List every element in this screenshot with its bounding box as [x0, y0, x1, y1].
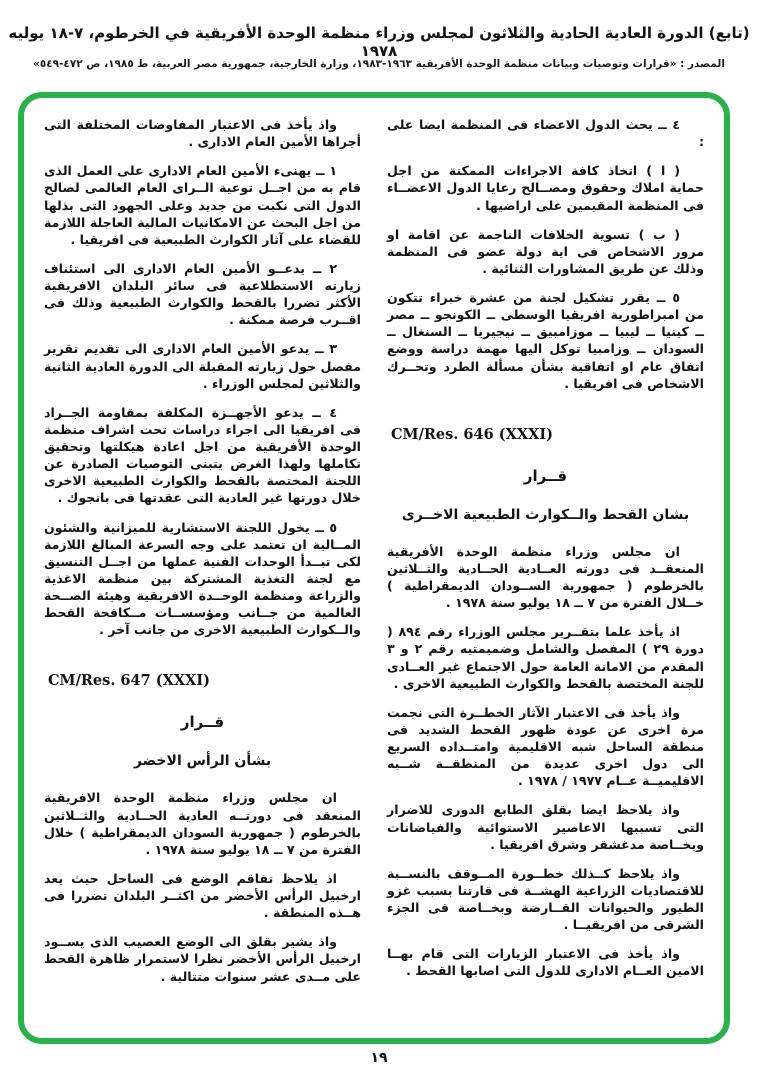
paragraph: واذ يأخذ فى الاعتبار الزيارات التى قام بهــا الامين العــام الادارى للدول التى اصابها القحط . — [387, 946, 704, 979]
paragraph: ١ ــ يهنىء الأمين العام الادارى على العمل الذى قام به من اجــل توعية الــراى العام العالمى لصالح الدول التى نكبت من جديد وعلى الجهود التى بذلها من اجل البحث عن الامكانيات المالية العاجلة اللازمة للقضاء على آثار الكوارث الطبيعية فى افريقيا . — [44, 163, 361, 247]
paragraph: واذ يأخذ فى الاعتبار الآثار الخطــرة التى نجمت مرة اخرى عن عودة ظهور القحط الشديد فى منطقة الساحل شبه الاقليمية وامتــداده السريع الى دول اخرى عديدة من المنطقــة شــبه الاقليميــة عــام ١٩٧٧ / ١٩٧٨ . — [387, 704, 704, 789]
paragraph: واذ يلاحظ ايضا بقلق الطابع الدورى للاضرار التى تسببها الاعاصير الاستوائية والفياضانات وبخــاصة مدغشقر وشرق افريقيا . — [387, 802, 704, 852]
paragraph: واذ يأخذ فى الاعتبار المفاوضات المختلفة التى أجراها الأمين العام الادارى . — [44, 117, 361, 150]
paragraph: ٥ ــ يقرر تشكيل لجنة من عشرة خبراء تتكون من امبراطورية افريقيا الوسطى ــ الكونجو ــ مصر ــ كينيا ــ ليبيا ــ موزامبيق ــ نيجيريا ــ السنغال ــ السودان ــ وزامبيا توكل اليها مهمة دراسة ووضع اتفاق عام او اتفاقية بشأن مسألة الطرد وتحــرك الاشخاص فى افريقيا . — [387, 290, 704, 391]
paragraph: ٤ ــ يدعو الأجهــزة المكلفة بمقاومة الجــراد فى افريقيا الى اجراء دراسات تحت اشراف منظمة الوحدة الأفريقية من اجل اعادة هيكلتها وتحقيق تكاملها ولهذا الغرض يتبنى التوصيات الصادرة عن اللجنة المختصة بالقحط والكوارث الطبيعية الاخرى خلال دورتها غير العادية التى عقدتها فى بانجوك . — [44, 404, 361, 506]
column-right — [387, 116, 704, 1028]
paragraph: ٤ ــ يحث الدول الاعضاء فى المنظمة ايضا على : — [387, 117, 704, 150]
paragraph: ٣ ــ يدعو الأمين العام الادارى الى تقديم تقرير مفصل حول زيارته المقبلة الى الدورة العادية الثانية والثلاثين لمجلس الوزراء . — [44, 341, 361, 391]
resolution-number: CM/Res. 647 (XXXI) — [48, 672, 210, 690]
page-title: (تابع) الدورة العادية الحادية والثلاثون لمجلس وزراء منظمة الوحدة الأفريقية في الخرطوم، ٧-١٨ يوليه ١٩٧٨ — [8, 24, 750, 60]
resolution-heading: قــرار — [180, 713, 225, 732]
resolution-subject: بشأن الرأس الاخضر — [133, 753, 272, 770]
resolution-subject: بشان القحط والــكوارث الطبيعية الاخــرى — [401, 506, 690, 523]
paragraph: واذ يشير بقلق الى الوضع العصيب الذى يســود ارخبيل الرأس الأخضر نظرا لاستمرار ظاهرة القحط على مــدى عشر سنوات متتالية . — [44, 934, 361, 984]
resolution-number: CM/Res. 646 (XXXI) — [391, 425, 553, 443]
paragraph: ان مجلس وزراء منظمة الوحدة الافريقية المنعقد فى دورتــه العادية الحــادية والثــلاثين بالخرطوم ( جمهورية السودان الديمقراطية ) خلال الفترة من ٧ ــ ١٨ يوليو سنة ١٩٧٨ . — [44, 790, 361, 857]
paragraph: اذ يلاحظ تفاقم الوضع فى الساحل حيث يعد ارخبيل الرأس الأخضر من اكثــر البلدان تضررا فى هــذه المنطقة . — [44, 870, 361, 921]
page-number: ١٩ — [370, 1050, 388, 1066]
resolution-heading: قــرار — [523, 466, 568, 485]
paragraph: ( ا ) اتخاذ كافة الاجراءات الممكنة من اجل حماية املاك وحقوق ومصــالح رعايا الدول الاعضــاء فى المنظمة المقيمين على اراضيها . — [387, 163, 704, 213]
source-citation: المصدر : «قرارات وتوصيات وبيانات منظمة الوحدة الأفريقية ١٩٦٣-١٩٨٣، وزارة الخارجية، جمهورية مصر العربية، ط ١٩٨٥، ص ٤٧٢-٥٤٩» — [33, 58, 725, 70]
paragraph: ٢ ــ يدعــو الأمين العام الادارى الى استئناف زيارته الاستطلاعية فى سائر البلدان الافريقية الأكثر تضررا بالقحط والكوارث الطبيعية وذلك فى اقــرب فرصة ممكنة . — [44, 260, 361, 328]
paragraph: ٥ ــ يخول اللجنة الاستشارية للميزانية والشئون المــالية ان تعتمد على وجه السرعة المبالغ اللازمة لكى تبــدأ الوحدات الفنية عملها من اجــل التنسيق مع لجنة التغذية المشتركة بين منظمة الاغذية والزراعة ومنظمة الوحــدة الافريقية وهيئة الصــحة العالمية من جــانب ومؤسســات مــكافحة القحط والــكوارث الطبيعية الاخرى من جانب آخر . — [44, 519, 361, 638]
paragraph: ان مجلس وزراء منظمة الوحدة الأفريقية المنعقــد فى دورته العــادية الحــادية والثــلاثين بالخرطوم ( جمهورية الســودان الديمقراطية ) خــلال الفترة من ٧ ــ ١٨ يوليو سنة ١٩٧٨ . — [387, 543, 704, 611]
document-frame — [18, 92, 730, 1044]
paragraph: ( ب ) تسوية الخلافات الناجمة عن اقامة او مرور الاشخاص فى اية دولة عضو فى المنظمة وذلك عن طريق المشاورات الثنائية . — [387, 226, 704, 276]
two-column-layout — [44, 116, 704, 1028]
paragraph: اذ يأخذ علما بتقــرير مجلس الوزراء رقم ٨٩٤ ( دورة ٢٩ ) المفصل والشامل وضميمتيه رقم ٢ و ٣ المقدم من الامانة العامة حول الاجتماع غير العــادى للجنة المختصة بالقحط والكوارث الطبيعية الاخرى . — [387, 624, 704, 691]
paragraph: واذ يلاحظ كــذلك خطــورة المــوقف بالنســبة للاقتصاديات الزراعية الهشــة فى قارتنا بسبب غزو الطيور والحيوانات القــارضة وبخــاصة فى الجزء الشرقى من افريقيــا . — [387, 865, 704, 933]
column-left — [44, 116, 361, 1028]
